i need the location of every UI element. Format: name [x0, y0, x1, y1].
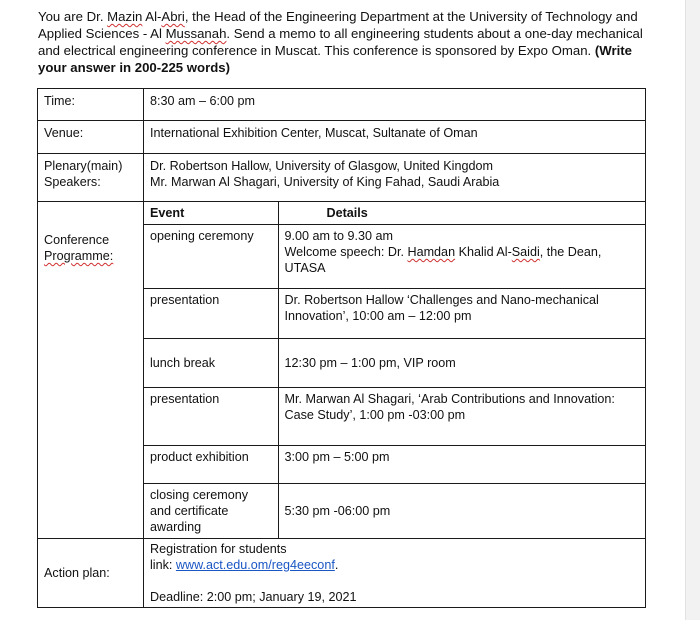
programme-row-opening	[144, 225, 646, 289]
programme-row-exhibition	[144, 446, 646, 484]
speakers-label-line: Speakers:	[44, 175, 101, 189]
link-suffix: .	[334, 558, 339, 572]
event-details	[278, 225, 646, 289]
spellcheck-word: Mazin	[107, 9, 143, 24]
speaker-2: Mr. Marwan Al Shagari, University of King Fahad, Saudi Arabia	[150, 175, 500, 189]
prompt-text: . Send a memo to all engineering students about a one-day mechanical and electrical engineering conference in Muscat. This conference is sponsored by Expo Oman.	[38, 26, 643, 58]
event-name: closing ceremony and certificate awarding	[144, 484, 278, 539]
event-details: 5:30 pm -06:00 pm	[278, 484, 646, 539]
event-details-time: 9.00 am to 9.30 am	[284, 229, 394, 243]
time-row	[38, 89, 646, 121]
programme-row-lunch	[144, 339, 646, 388]
time-label: Time:	[38, 89, 144, 121]
spellcheck-word: Mussanah	[165, 26, 227, 41]
programme-header-row	[144, 202, 646, 225]
action-deadline: Deadline: 2:00 pm; January 19, 2021	[150, 590, 357, 604]
time-value: 8:30 am – 6:00 pm	[144, 89, 646, 121]
registration-link[interactable]: www.act.edu.om/reg4eeconf	[175, 558, 335, 572]
conference-info-table	[37, 88, 646, 608]
event-name: opening ceremony	[144, 225, 278, 289]
action-value	[144, 539, 646, 608]
details-header: Details	[278, 202, 646, 225]
venue-label: Venue:	[38, 121, 144, 154]
venue-value: International Exhibition Center, Muscat, Sultanate of Oman	[144, 121, 646, 154]
programme-label-line: Programme:	[44, 249, 114, 263]
programme-row	[38, 202, 646, 539]
speech-text: Khalid Al-	[455, 245, 512, 259]
event-name: lunch break	[144, 339, 278, 388]
speech-text: Welcome speech: Dr.	[284, 245, 408, 259]
programme-row-presentation-1	[144, 289, 646, 339]
prompt-text: Al-	[142, 9, 162, 24]
programme-table	[144, 202, 646, 538]
event-details: Dr. Robertson Hallow ‘Challenges and Nano-mechanical Innovation’, 10:00 am – 12:00 pm	[278, 289, 646, 339]
spellcheck-word: Abri	[161, 9, 185, 24]
prompt-text: You are Dr.	[38, 9, 108, 24]
programme-cell	[144, 202, 646, 539]
event-name: presentation	[144, 388, 278, 446]
event-header: Event	[144, 202, 278, 225]
link-prefix: link:	[150, 558, 176, 572]
programme-label-line: Conference	[44, 233, 110, 247]
word-limit-instruction: (Write your answer in 200-225 words)	[38, 43, 632, 75]
programme-label	[38, 202, 144, 539]
action-row	[38, 539, 646, 608]
event-details: 12:30 pm – 1:00 pm, VIP room	[278, 339, 646, 388]
speakers-row	[38, 154, 646, 202]
speaker-1: Dr. Robertson Hallow, University of Glasgow, United Kingdom	[150, 159, 493, 173]
event-details: 3:00 pm – 5:00 pm	[278, 446, 646, 484]
spellcheck-word: Saidi	[511, 245, 540, 259]
programme-row-closing	[144, 484, 646, 539]
event-details-speech	[285, 244, 641, 276]
speakers-value	[144, 154, 646, 202]
spellcheck-word: Hamdan	[407, 245, 456, 259]
prompt-text: , the Head of the Engineering Department at the University of Technology and Applied Sciences - Al	[38, 9, 638, 41]
event-name: presentation	[144, 289, 278, 339]
speakers-label-line: Plenary(main)	[44, 159, 123, 173]
event-name: product exhibition	[144, 446, 278, 484]
task-prompt	[38, 8, 648, 76]
venue-row	[38, 121, 646, 154]
speakers-label	[38, 154, 144, 202]
action-link-line	[150, 557, 639, 573]
event-details: Mr. Marwan Al Shagari, ‘Arab Contributions and Innovation: Case Study’, 1:00 pm -03:00 pm	[278, 388, 646, 446]
action-label: Action plan:	[38, 539, 144, 608]
programme-row-presentation-2	[144, 388, 646, 446]
vertical-scrollbar[interactable]	[685, 0, 700, 620]
speech-text: , the Dean, UTASA	[284, 245, 602, 275]
action-registration: Registration for students	[150, 542, 287, 556]
